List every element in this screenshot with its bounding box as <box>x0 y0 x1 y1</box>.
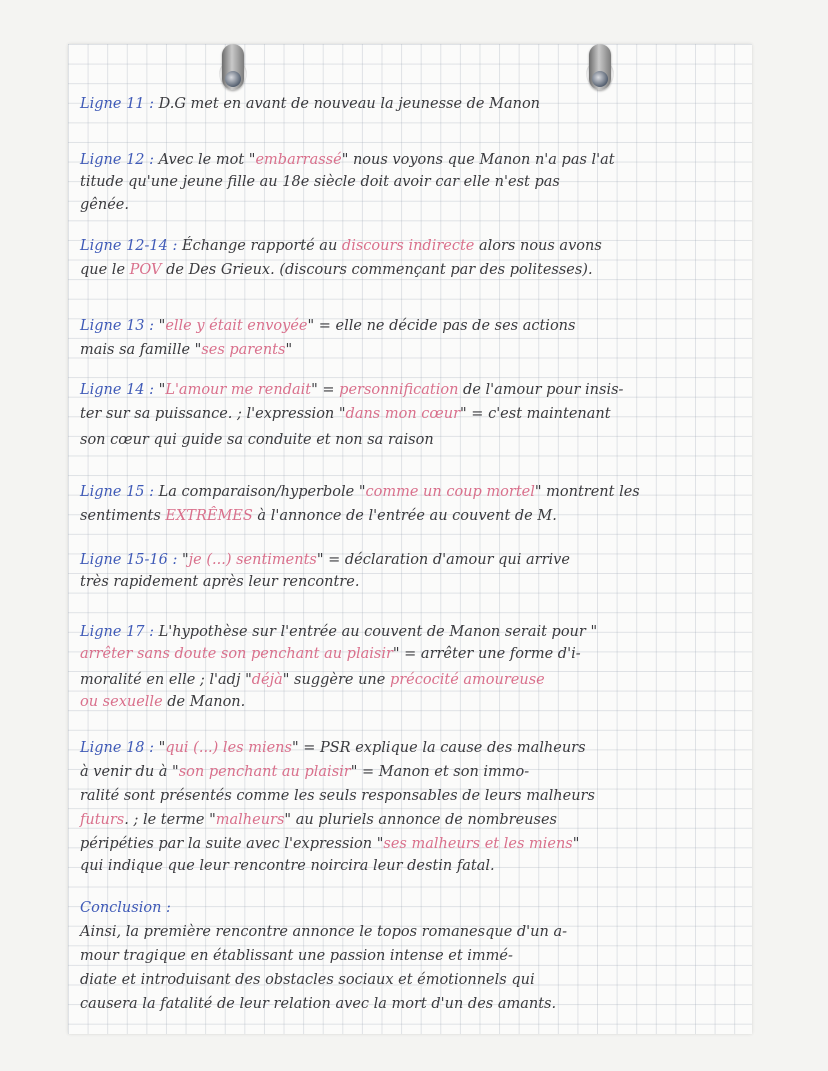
note-line <box>80 970 535 990</box>
note-line <box>80 340 292 360</box>
note-line <box>80 922 567 942</box>
line-reference: Ligne 13 : <box>80 318 159 334</box>
note-text: titude qu'une jeune fille au 18e siècle doit avoir car elle n'est pas <box>80 174 560 190</box>
conclusion-heading <box>80 898 171 918</box>
note-line <box>80 94 540 114</box>
note-text: à l'annonce de l'entrée au couvent de M. <box>252 508 557 524</box>
note-text: Avec le mot " <box>158 152 256 168</box>
note-text: causera la fatalité de leur relation avec la mort d'un des amants. <box>80 996 557 1012</box>
note-line <box>80 946 513 966</box>
note-text: gênée. <box>80 197 129 213</box>
note-line <box>80 834 579 854</box>
note-text: " <box>158 318 166 334</box>
line-reference: Ligne 15-16 : <box>80 552 182 568</box>
quoted-term: ses malheurs et les miens <box>383 836 573 852</box>
note-text: son cœur qui guide sa conduite et non sa raison <box>80 432 434 448</box>
note-text: " <box>158 382 166 398</box>
note-text: " = déclaration d'amour qui arrive <box>316 552 570 568</box>
note-line <box>80 856 495 876</box>
quoted-term: ou sexuelle <box>80 694 163 710</box>
note-text: " <box>285 342 293 358</box>
note-line <box>80 430 434 450</box>
quoted-term: EXTRÊMES <box>165 508 253 524</box>
binder-ring-left <box>222 44 244 90</box>
note-text: mour tragique en établissant une passion intense et immé- <box>80 948 513 964</box>
note-text: . ; le terme " <box>124 812 216 828</box>
note-line <box>80 316 575 336</box>
note-text: " suggère une <box>282 672 390 688</box>
note-text: diate et introduisant des obstacles sociaux et émotionnels qui <box>80 972 535 988</box>
note-text: " = elle ne décide pas de ses actions <box>307 318 576 334</box>
note-line <box>80 762 529 782</box>
note-line <box>80 172 560 192</box>
note-line <box>80 622 597 642</box>
note-text: de l'amour pour insis- <box>458 382 624 398</box>
quoted-term: arrêter sans doute son penchant au plaisir <box>80 646 393 662</box>
note-text: péripéties par la suite avec l'expression " <box>80 836 384 852</box>
note-text: " = arrêter une forme d'i- <box>392 646 581 662</box>
note-text: " montrent les <box>534 484 640 500</box>
line-reference: Ligne 12-14 : <box>80 238 182 254</box>
quoted-term: ses parents <box>201 342 286 358</box>
note-line <box>80 404 611 424</box>
note-text: mais sa famille " <box>80 342 202 358</box>
quoted-term: L'amour me rendait <box>165 382 312 398</box>
note-line <box>80 670 545 690</box>
note-line <box>80 236 602 256</box>
note-text: Échange rapporté au <box>181 238 342 254</box>
note-text: très rapidement après leur rencontre. <box>80 574 360 590</box>
note-line <box>80 550 570 570</box>
note-line <box>80 572 359 592</box>
note-text: " = PSR explique la cause des malheurs <box>291 740 586 756</box>
quoted-term: personnification <box>339 382 459 398</box>
note-text: " = <box>311 382 340 398</box>
note-text: moralité en elle ; l'adj " <box>80 672 252 688</box>
note-line <box>80 260 593 280</box>
note-line <box>80 994 556 1014</box>
note-text: " <box>181 552 189 568</box>
note-text: La comparaison/hyperbole " <box>158 484 366 500</box>
line-reference: Ligne 12 : <box>80 152 159 168</box>
note-line <box>80 482 640 502</box>
note-text: " = Manon et son immo- <box>350 764 530 780</box>
note-line <box>80 810 557 830</box>
note-line <box>80 195 129 215</box>
note-text: Ainsi, la première rencontre annonce le topos romanesque d'un a- <box>80 924 567 940</box>
quoted-term: malheurs <box>215 812 285 828</box>
note-text: qui indique que leur rencontre noircira leur destin fatal. <box>80 858 495 874</box>
line-reference: Ligne 18 : <box>80 740 159 756</box>
quoted-term: qui (...) les miens <box>165 740 292 756</box>
line-reference: Conclusion : <box>80 900 171 916</box>
note-text: ralité sont présentés comme les seuls responsables de leurs malheurs <box>80 788 595 804</box>
note-text: de Des Grieux. (discours commençant par des politesses). <box>161 262 593 278</box>
quoted-term: je (...) sentiments <box>188 552 317 568</box>
quoted-term: dans mon cœur <box>345 406 461 422</box>
note-line <box>80 644 581 664</box>
quoted-term: précocité amoureuse <box>389 672 545 688</box>
line-reference: Ligne 17 : <box>80 624 159 640</box>
note-line <box>80 506 557 526</box>
quoted-term: POV <box>129 262 162 278</box>
note-text: " <box>572 836 580 852</box>
note-text: " <box>158 740 166 756</box>
quoted-term: son penchant au plaisir <box>178 764 351 780</box>
grid-paper-sheet <box>68 44 752 1034</box>
line-reference: Ligne 11 : <box>80 96 159 112</box>
quoted-term: discours indirecte <box>341 238 475 254</box>
note-line <box>80 692 245 712</box>
note-text: " au pluriels annonce de nombreuses <box>284 812 557 828</box>
note-text: alors nous avons <box>474 238 602 254</box>
quoted-term: elle y était envoyée <box>165 318 308 334</box>
note-text: de Manon. <box>162 694 246 710</box>
note-line <box>80 738 586 758</box>
quoted-term: embarrassé <box>255 152 342 168</box>
quoted-term: déjà <box>251 672 283 688</box>
note-text: sentiments <box>80 508 166 524</box>
note-text: D.G met en avant de nouveau la jeunesse de Manon <box>158 96 541 112</box>
quoted-term: comme un coup mortel <box>365 484 535 500</box>
note-text: L'hypothèse sur l'entrée au couvent de Manon serait pour " <box>158 624 598 640</box>
line-reference: Ligne 15 : <box>80 484 159 500</box>
binder-ring-right <box>589 44 611 90</box>
note-line <box>80 786 595 806</box>
note-text: ter sur sa puissance. ; l'expression " <box>80 406 346 422</box>
note-line <box>80 150 615 170</box>
note-text: " nous voyons que Manon n'a pas l'at <box>341 152 615 168</box>
note-text: à venir du à " <box>80 764 179 780</box>
note-text: que le <box>80 262 130 278</box>
quoted-term: futurs <box>80 812 125 828</box>
line-reference: Ligne 14 : <box>80 382 159 398</box>
note-text: " = c'est maintenant <box>460 406 611 422</box>
note-line <box>80 380 623 400</box>
